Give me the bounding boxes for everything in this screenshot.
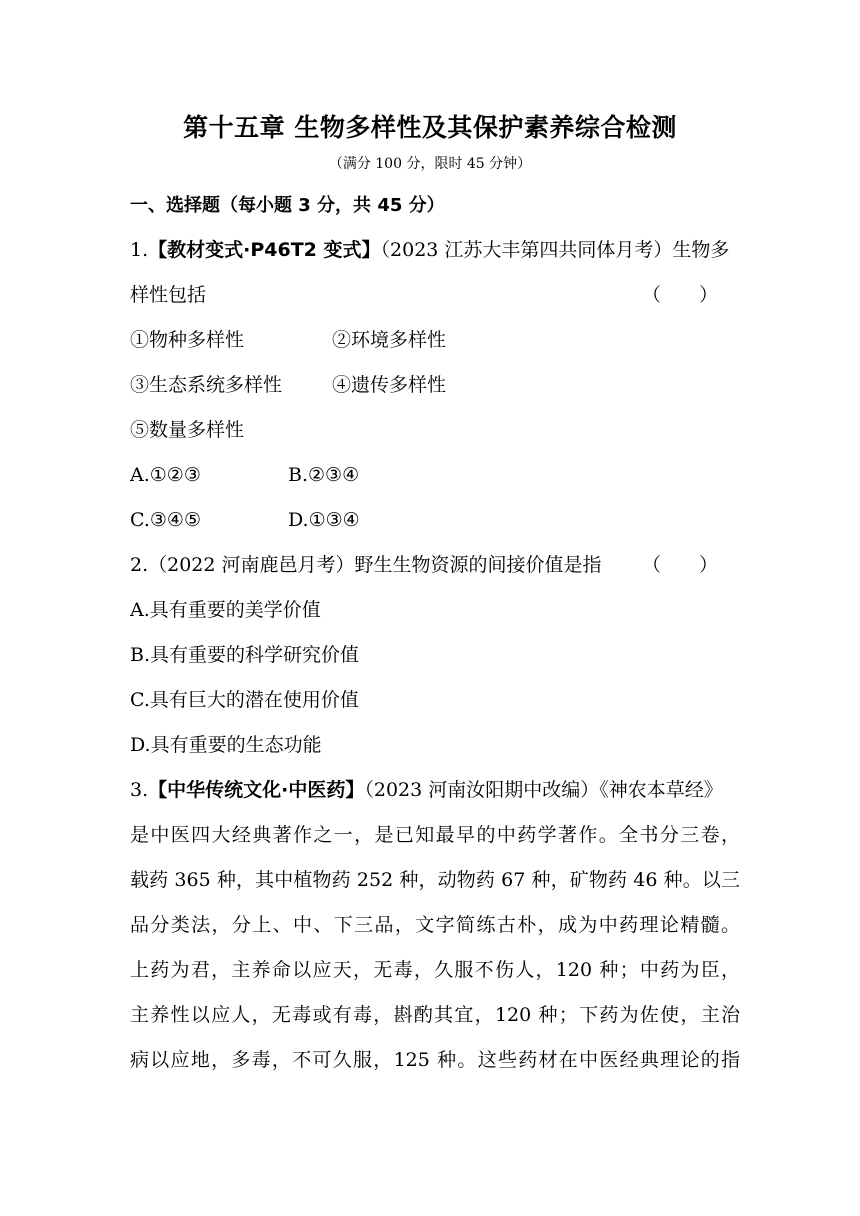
question-2-choice-b-row [130,640,740,685]
question-2-choice-d: D.具有重要的生态功能 [130,734,322,756]
question-3-line-7 [130,1045,740,1090]
question-3-stem-part-4: 品分类法，分上、中、下三品，文字简练古朴，成为中药理论精髓。 [130,914,740,936]
question-1-item-3: ③生态系统多样性 [130,374,283,396]
question-1-items-row-1 [130,325,740,370]
question-3-line-1 [130,775,740,820]
page-title: 第十五章 生物多样性及其保护素养综合检测 [183,113,677,142]
question-2-choice-b: B.具有重要的科学研究价值 [130,644,360,666]
question-1-choice-a: A.①②③ [130,464,201,486]
question-3-stem-part-3: 载药 365 种，其中植物药 252 种，动物药 67 种，矿物药 46 种。以三 [130,869,740,891]
question-1-line-1 [130,235,740,280]
question-3-stem-part-7: 病以应地，多毒，不可久服，125 种。这些药材在中医经典理论的指 [130,1049,740,1071]
question-1-stem-part-1: （2023 江苏大丰第四共同体月考）生物多 [380,239,730,261]
question-2-choice-d-row [130,730,740,775]
section-heading-row [130,190,740,235]
exam-content [130,190,740,1090]
question-3-stem-part-2: 是中医四大经典著作之一，是已知最早的中药学著作。全书分三卷， [130,824,740,846]
question-1-number: 1. [130,239,149,261]
question-2-choice-a: A.具有重要的美学价值 [130,599,321,621]
question-2-choice-a-row [130,595,740,640]
question-3-line-5 [130,955,740,1000]
question-3-stem-part-5: 上药为君，主养命以应天，无毒，久服不伤人，120 种；中药为臣， [130,959,740,981]
question-2-answer-blank: （ ） [641,554,718,576]
question-1-items-row-3 [130,415,740,460]
question-1-choices-row-2 [130,505,740,550]
question-2-choice-c-row [130,685,740,730]
question-2-stem: 2.（2022 河南鹿邑月考）野生生物资源的间接价值是指 [130,554,602,576]
section-heading: 一、选择题（每小题 3 分，共 45 分） [130,195,445,216]
question-1-choice-c: C.③④⑤ [130,509,201,531]
exam-info: （满分 100 分，限时 45 分钟） [328,156,532,172]
question-1-answer-blank: （ ） [641,284,718,306]
question-1-item-2: ②环境多样性 [332,329,447,351]
question-1-stem-part-2: 样性包括 [130,284,207,306]
question-1-choice-b: B.②③④ [288,464,360,486]
question-3-stem-part-6: 主养性以应人，无毒或有毒，斟酌其宜，120 种；下药为佐使，主治 [130,1004,740,1026]
question-1-items-row-2 [130,370,740,415]
question-3-tag: 【中华传统文化·中医药】 [148,779,365,801]
question-2-stem-row [130,550,740,595]
question-1-item-4: ④遗传多样性 [332,374,447,396]
question-3-number: 3. [130,779,149,801]
question-1-line-2 [130,280,740,325]
question-1-choices-row-1 [130,460,740,505]
question-2-choice-c: C.具有巨大的潜在使用价值 [130,689,359,711]
question-1-choice-d: D.①③④ [288,509,360,531]
question-1-item-1: ①物种多样性 [130,329,245,351]
question-1-item-5: ⑤数量多样性 [130,419,245,441]
question-1-tag: 【教材变式·P46T2 变式】 [148,239,381,261]
question-3-stem-part-1: （2023 河南汝阳期中改编）《神农本草经》 [364,779,723,801]
question-3-line-3 [130,865,740,910]
question-3-line-4 [130,910,740,955]
question-3-line-2 [130,820,740,865]
question-3-line-6 [130,1000,740,1045]
